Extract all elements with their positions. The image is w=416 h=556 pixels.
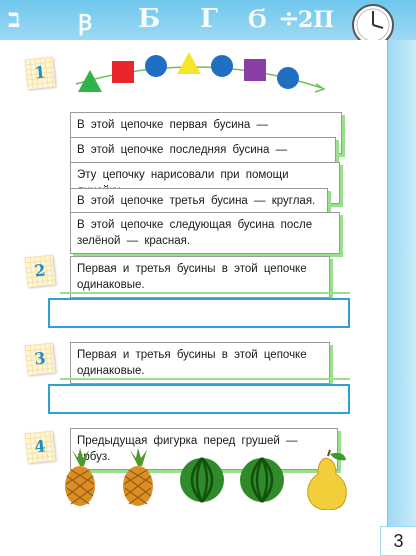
triangle-bead — [78, 70, 102, 92]
header-glyph: Ϭ — [248, 4, 267, 34]
statement-box[interactable]: Первая и третья бусины в этой цепочке одинаковые. — [70, 342, 330, 384]
statement-box[interactable]: Первая и третья бусины в этой цепочке одинаковые. — [70, 256, 330, 298]
circle-bead — [211, 55, 233, 77]
circle-bead — [145, 55, 167, 77]
answer-field[interactable] — [48, 298, 350, 328]
task-number-badge: 1 — [25, 57, 56, 90]
header-glyph: Ꞵ — [78, 10, 93, 36]
statement-box[interactable]: Эту цепочку нарисовали при помощи — [70, 162, 340, 204]
page-number: 3 — [380, 526, 416, 556]
pear-icon[interactable] — [308, 450, 347, 510]
task-number-badge: 2 — [25, 255, 56, 288]
answer-field[interactable] — [48, 384, 350, 414]
fruit-row — [48, 448, 358, 510]
pineapple-icon[interactable] — [65, 448, 95, 506]
divider-line — [60, 292, 350, 294]
watermelon-icon[interactable] — [180, 458, 224, 502]
watermelon-icon[interactable] — [240, 458, 284, 502]
statement-box[interactable]: В этой цепочке следующая бусина после зелёной — красная. — [70, 212, 340, 254]
header-glyph: ÷ — [278, 4, 300, 34]
header-glyph: 2П — [298, 7, 335, 33]
left-margin — [0, 40, 12, 556]
task-number-badge: 4 — [25, 431, 56, 464]
header-glyph: Б — [138, 4, 161, 34]
triangle-bead — [177, 52, 201, 74]
clock-icon — [350, 2, 396, 40]
right-margin — [388, 40, 416, 556]
pineapple-icon[interactable] — [123, 448, 153, 506]
statement-box[interactable]: Предыдущая фигурка перед грушей — арбуз. — [70, 428, 338, 470]
statement-box[interactable]: В этой цепочке третья бусина — круглая. — [70, 188, 328, 214]
task-number-badge: 3 — [25, 343, 56, 376]
header-glyph: Г — [200, 4, 218, 34]
square-bead — [112, 61, 134, 83]
statement-box[interactable]: В этой цепочке первая бусина — — [70, 112, 342, 154]
divider-line — [60, 378, 350, 380]
statement-box[interactable]: В этой цепочке последняя бусина — — [70, 137, 336, 179]
square-bead — [244, 59, 266, 81]
bead-chain — [70, 48, 332, 100]
page-header — [0, 0, 416, 40]
circle-bead — [277, 67, 299, 89]
header-glyph: ב — [8, 4, 21, 34]
